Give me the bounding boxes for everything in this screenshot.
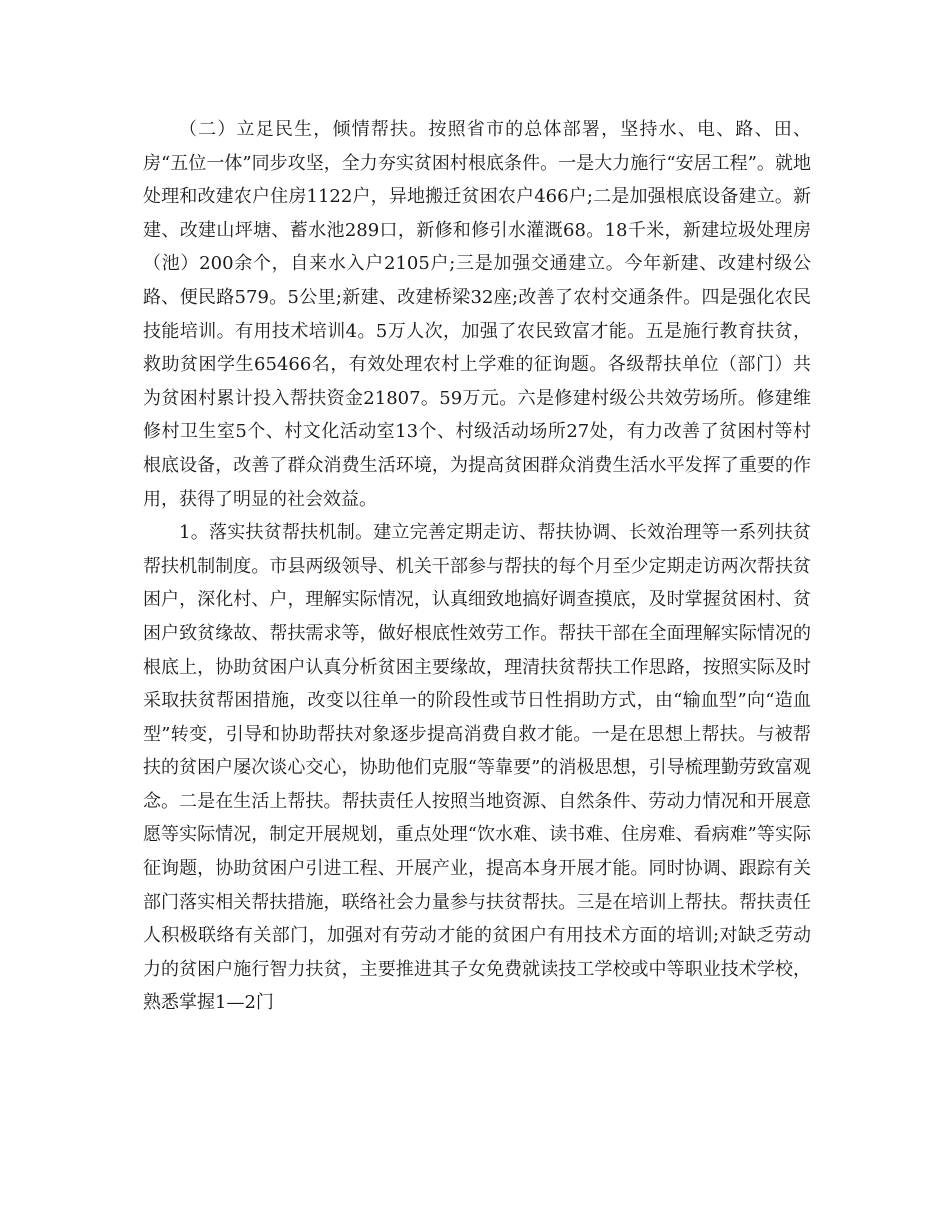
document-body bbox=[143, 113, 811, 1020]
paragraph-poverty-relief-overview: （二）立足民生，倾情帮扶。按照省市的总体部署，坚持水、电、路、田、房“五位一体”同步攻坚，全力夯实贫困村根底条件。一是大力施行“安居工程”。就地处理和改建农户住房1122户，异地搬迁贫困农户466户;二是加强根底设备建立。新建、改建山坪塘、蓄水池289口，新修和修引水灌溉68。18千米，新建垃圾处理房（池）200余个，自来水入户2105户;三是加强交通建立。今年新建、改建村级公路、便民路579。5公里;新建、改建桥梁32座;改善了农村交通条件。四是强化农民技能培训。有用技术培训4。5万人次，加强了农民致富才能。五是施行教育扶贫，救助贫困学生65466名，有效处理农村上学难的征询题。各级帮扶单位（部门）共为贫困村累计投入帮扶资金21807。59万元。六是修建村级公共效劳场所。修建维修村卫生室5个、村文化活动室13个、村级活动场所27处，有力改善了贫困村等村根底设备，改善了群众消费生活环境，为提高贫困群众消费生活水平发挥了重要的作用，获得了明显的社会效益。 bbox=[143, 119, 811, 510]
paragraph-assistance-mechanism: 1。落实扶贫帮扶机制。建立完善定期走访、帮扶协调、长效治理等一系列扶贫帮扶机制制度。市县两级领导、机关干部参与帮扶的每个月至少定期走访两次帮扶贫困户，深化村、户，理解实际情况，认真细致地搞好调查摸底，及时掌握贫困村、贫困户致贫缘故、帮扶需求等，做好根底性效劳工作。帮扶干部在全面理解实际情况的根底上，协助贫困户认真分析贫困主要缘故，理清扶贫帮扶工作思路，按照实际及时采取扶贫帮困措施，改变以往单一的阶段性或节日性捐助方式，由“输血型”向“造血型”转变，引导和协助帮扶对象逐步提高消费自救才能。一是在思想上帮扶。与被帮扶的贫困户屡次谈心交心，协助他们克服“等靠要”的消极思想，引导梳理勤劳致富观念。二是在生活上帮扶。帮扶责任人按照当地资源、自然条件、劳动力情况和开展意愿等实际情况，制定开展规划，重点处理“饮水难、读书难、住房难、看病难”等实际征询题，协助贫困户引进工程、开展产业，提高本身开展才能。同时协调、跟踪有关部门落实相关帮扶措施，联络社会力量参与扶贫帮扶。三是在培训上帮扶。帮扶责任人积极联络有关部门，加强对有劳动才能的贫困户有用技术方面的培训;对缺乏劳动力的贫困户施行智力扶贫，主要推进其子女免费就读技工学校或中等职业技术学校，熟悉掌握1—2门 bbox=[143, 522, 811, 1014]
